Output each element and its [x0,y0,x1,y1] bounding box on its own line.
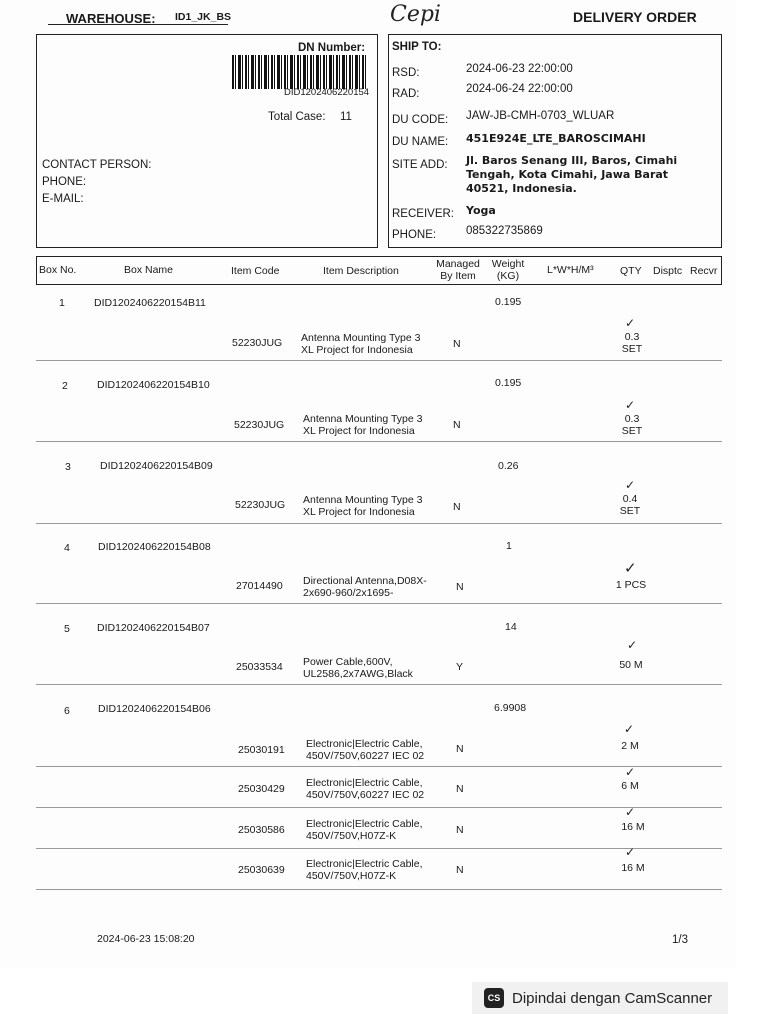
tick-mark-icon: ✓ [624,559,637,577]
dn-number-label: DN Number: [298,42,366,54]
row-divider [36,807,722,808]
tick-mark-icon: ✓ [625,845,636,859]
total-case-value: 11 [340,111,352,123]
row-divider [36,684,722,685]
row-divider [36,441,722,442]
box-2-weight: 0.195 [495,377,522,389]
row-divider [36,889,722,890]
box-6-item-2-code: 25030429 [238,783,285,795]
box-4-name: DID1202406220154B08 [98,541,211,553]
receiver-label: RECEIVER: [392,208,454,220]
camscanner-text: Dipindai dengan CamScanner [512,989,713,1007]
box-3-item-desc-line1: Antenna Mounting Type 3 [303,494,423,506]
col-weight-line2: (KG) [496,270,520,282]
phone-label: PHONE: [42,176,87,188]
col-qty: QTY [620,265,642,277]
rad-label: RAD: [392,88,420,100]
dn-barcode [232,55,366,89]
box-5-managed: Y [456,661,464,673]
warehouse-value: ID1_JK_BS [175,11,232,23]
box-1-qty-unit: SET [621,343,643,355]
box-6-item-1-managed: N [456,743,464,755]
tick-mark-icon: ✓ [625,805,636,819]
box-1-name: DID1202406220154B11 [94,297,206,309]
table-header-bottom-line [36,284,722,285]
camscanner-badge [472,982,728,1014]
box-4-number: 4 [64,542,70,554]
box-5-item-code: 25033534 [236,661,283,673]
box-5-item-desc-line1: Power Cable,600V, [303,656,393,668]
box-2-managed: N [453,419,461,431]
box-4-qty-value: 1 PCS [615,579,647,591]
box-2-number: 2 [62,380,68,392]
receiver-value: Yoga [466,204,496,217]
col-dispatch: Disptc [653,265,683,277]
du-name-value: 451E924E_LTE_BAROSCIMAHI [466,132,646,145]
box-6-name: DID1202406220154B06 [98,703,211,715]
box-1-qty-value: 0.3 [624,331,640,343]
ship-to-title: SHIP TO: [392,41,442,53]
box-6-item-1-desc-line1: Electronic|Electric Cable, [306,738,423,750]
table-header-top-line [36,256,722,257]
box-5-number: 5 [64,623,70,635]
box-6-weight: 6.9908 [494,702,527,714]
row-divider [36,766,722,767]
box-5-qty-value: 50 M [619,659,643,671]
handwritten-name: Cepi [390,2,441,27]
box-2-item-code: 52230JUG [234,419,285,431]
col-managed-line2: By Item [440,270,476,282]
box-6-item-4-desc-line1: Electronic|Electric Cable, [306,858,423,870]
site-add-line2: Tengah, Kota Cimahi, Jawa Barat [466,168,669,181]
box-6-item-3-qty: 16 M [621,821,645,833]
box-4-item-desc-line2: 2x690-960/2x1695- [303,587,394,599]
page-number: 1/3 [672,934,688,946]
box-6-item-4-managed: N [456,864,464,876]
col-item-description: Item Description [323,265,399,277]
site-add-line3: 40521, Indonesia. [466,182,577,195]
box-6-item-2-qty: 6 M [621,780,639,792]
print-timestamp: 2024-06-23 15:08:20 [97,933,195,945]
box-3-item-code: 52230JUG [235,499,286,511]
box-4-weight: 1 [506,540,512,552]
du-code-label: DU CODE: [392,114,449,126]
box-2-name: DID1202406220154B10 [97,379,210,391]
box-4-managed: N [456,581,464,593]
box-6-item-1-desc-line2: 450V/750V,60227 IEC 02 [306,750,425,762]
box-2-qty-unit: SET [621,425,643,437]
document-title: DELIVERY ORDER [573,9,697,25]
email-label: E-MAIL: [42,193,84,205]
box-2-item-desc-line1: Antenna Mounting Type 3 [303,413,423,425]
box-6-item-3-desc-line2: 450V/750V,H07Z-K [306,830,397,842]
box-1-weight: 0.195 [495,296,522,308]
box-6-item-3-desc-line1: Electronic|Electric Cable, [306,818,423,830]
camscanner-icon: CS [484,988,504,1008]
tick-mark-icon: ✓ [625,765,636,779]
rad-value: 2024-06-24 22:00:00 [466,83,573,95]
box-5-item-desc-line2: UL2586,2x7AWG,Black [303,668,413,680]
box-6-item-2-desc-line1: Electronic|Electric Cable, [306,777,423,789]
col-item-code: Item Code [231,265,280,277]
tick-mark-icon: ✓ [625,478,636,492]
col-receive: Recvr [690,265,718,277]
box-6-item-3-code: 25030586 [238,824,285,836]
box-6-item-4-qty: 16 M [621,862,645,874]
box-6-item-4-desc-line2: 450V/750V,H07Z-K [306,870,397,882]
rsd-label: RSD: [392,67,420,79]
du-name-label: DU NAME: [392,136,449,148]
box-6-item-4-code: 25030639 [238,864,285,876]
rsd-value: 2024-06-23 22:00:00 [466,63,573,75]
box-6-item-3-managed: N [456,824,464,836]
box-4-item-code: 27014490 [236,580,283,592]
box-6-item-1-qty: 2 M [621,740,639,752]
col-managed-line1: Managed [436,258,480,270]
box-1-item-desc-line2: XL Project for Indonesia [301,344,413,356]
box-1-item-desc-line1: Antenna Mounting Type 3 [301,332,421,344]
box-3-weight: 0.26 [498,460,519,472]
ship-phone-value: 085322735869 [466,225,543,237]
box-3-name: DID1202406220154B09 [100,460,213,472]
tick-mark-icon: ✓ [625,316,636,330]
row-divider [36,523,722,524]
box-3-qty-value: 0.4 [622,493,638,505]
row-divider [36,360,722,361]
box-3-qty-unit: SET [619,505,641,517]
box-2-item-desc-line2: XL Project for Indonesia [303,425,415,437]
box-6-item-1-code: 25030191 [238,744,285,756]
box-6-item-2-managed: N [456,783,464,795]
box-1-managed: N [453,338,461,350]
box-2-qty-value: 0.3 [624,413,640,425]
table-header-left-border [36,256,37,284]
ship-phone-label: PHONE: [392,229,437,241]
box-3-number: 3 [65,461,71,473]
site-add-line1: Jl. Baros Senang III, Baros, Cimahi [466,154,678,167]
row-divider [36,603,722,604]
box-3-item-desc-line2: XL Project for Indonesia [303,506,415,518]
tick-mark-icon: ✓ [625,398,636,412]
col-lwh: L*W*H/M³ [547,264,594,276]
total-case-label: Total Case: [268,111,326,123]
box-1-number: 1 [59,297,65,309]
box-6-item-2-desc-line2: 450V/750V,60227 IEC 02 [306,789,425,801]
box-1-item-code: 52230JUG [232,337,283,349]
row-divider [36,848,722,849]
col-weight-line1: Weight [491,258,525,270]
box-5-name: DID1202406220154B07 [97,622,210,634]
site-add-label: SITE ADD: [392,159,448,171]
dn-number: DID1202406220154 [284,87,370,98]
col-box-no: Box No. [39,264,77,276]
tick-mark-icon: ✓ [624,722,635,736]
warehouse-label: WAREHOUSE: [66,11,156,26]
col-box-name: Box Name [124,264,174,276]
contact-person-label: CONTACT PERSON: [42,159,152,171]
box-6-number: 6 [64,705,70,717]
du-code-value: JAW-JB-CMH-0703_WLUAR [466,110,615,122]
tick-mark-icon: ✓ [627,638,638,652]
box-5-weight: 14 [505,621,517,633]
table-header-right-border [721,256,722,284]
box-3-managed: N [453,501,461,513]
box-4-item-desc-line1: Directional Antenna,D08X- [303,575,427,587]
